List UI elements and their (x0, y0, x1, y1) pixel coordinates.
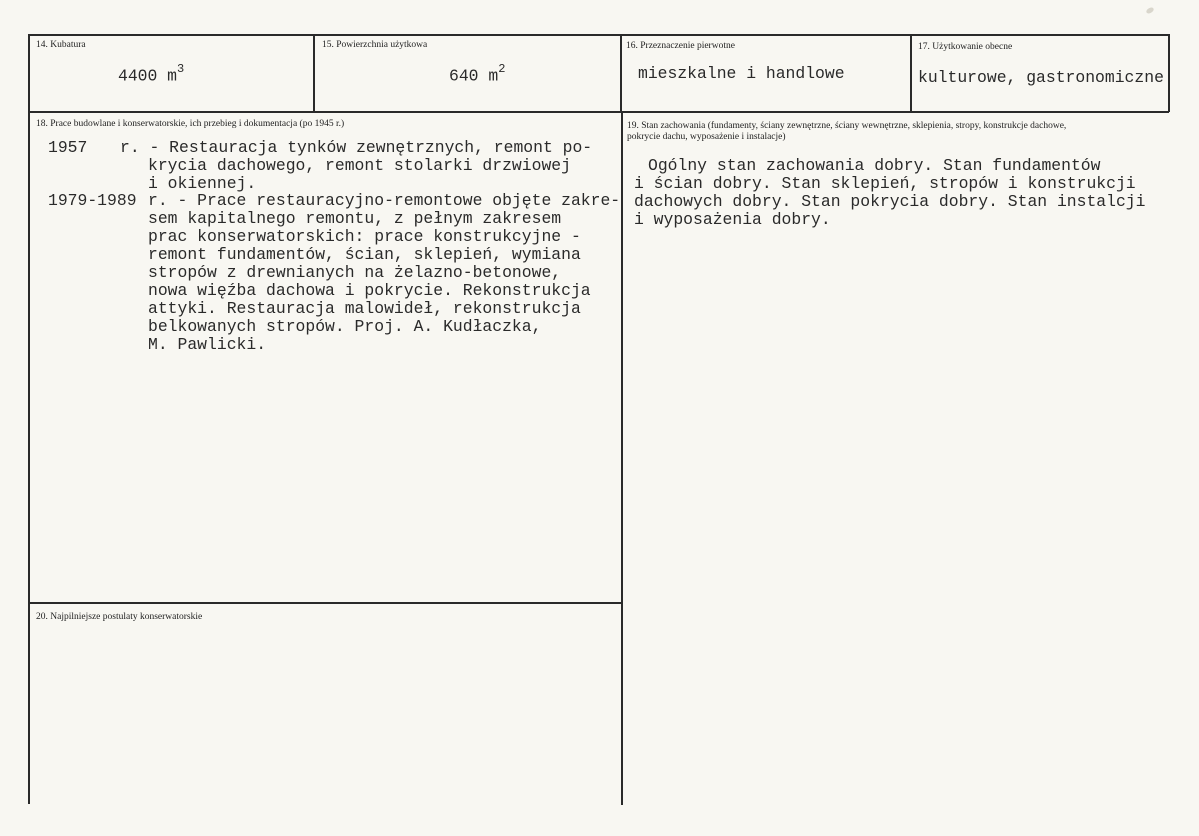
field-19-label-line-1: 19. Stan zachowania (fundamenty, ściany zewnętrzne, ściany wewnętrzne, sklepienia, stropy, konstrukcje dachowe, (627, 121, 1067, 131)
field-14-value (118, 63, 184, 84)
entry-year: 1957 (48, 138, 88, 157)
entry-line: belkowanych stropów. Proj. A. Kudłaczka, (148, 317, 542, 336)
field-15-unit-sup: 2 (498, 62, 506, 76)
entry-line: prac konserwatorskich: prace konstrukcyjne - (148, 227, 581, 246)
right-rule-top (1168, 34, 1170, 112)
field-19-line: i wyposażenia dobry. (634, 210, 831, 229)
field-17-label: 17. Użytkowanie obecne (918, 42, 1013, 52)
entry-line: r. - Prace restauracyjno-remontowe objęte zakre- (148, 191, 621, 210)
entry-line: i okiennej. (148, 174, 257, 193)
field-18-label: 18. Prace budowlane i konserwatorskie, ich przebieg i dokumentacja (po 1945 r.) (36, 119, 345, 129)
field-14-value-text: 4400 m (118, 66, 178, 86)
field-14-unit-sup: 3 (177, 62, 185, 76)
entry-line: r. - Restauracja tynków zewnętrznych, remont po- (120, 138, 593, 157)
header-divider-1 (313, 34, 315, 112)
left-rule (28, 34, 30, 804)
field-15-value-text: 640 m (449, 66, 499, 86)
field-19-line: i ścian dobry. Stan sklepień, stropów i konstrukcji (634, 174, 1136, 193)
header-divider-3 (910, 34, 912, 112)
field-14-label: 14. Kubatura (36, 40, 86, 50)
entry-line: attyki. Restauracja malowideł, rekonstrukcja (148, 299, 581, 318)
entry-line: krycia dachowego, remont stolarki drzwiowej (148, 156, 571, 175)
field-17-value: kulturowe, gastronomiczne (918, 68, 1164, 87)
entry-line: remont fundamentów, ścian, sklepień, wymiana (148, 245, 581, 264)
header-bottom-rule (28, 111, 1169, 113)
field-19-line: dachowych dobry. Stan pokrycia dobry. Stan instalcji (634, 192, 1146, 211)
field-19-label-line-2: pokrycie dachu, wyposażenie i instalacje) (627, 132, 786, 142)
middle-vertical-rule (621, 111, 623, 805)
entry-line: nowa więźba dachowa i pokrycie. Rekonstrukcja (148, 281, 591, 300)
entry-line: M. Pawlicki. (148, 335, 267, 354)
section-20-top-rule (28, 602, 622, 604)
field-15-label: 15. Powierzchnia użytkowa (322, 40, 428, 50)
entry-line: sem kapitalnego remontu, z pełnym zakresem (148, 209, 562, 228)
field-15-value (449, 63, 505, 84)
field-16-value: mieszkalne i handlowe (638, 64, 845, 83)
field-20-label: 20. Najpilniejsze postulaty konserwatorskie (36, 612, 203, 622)
header-divider-2 (620, 34, 622, 112)
entry-year: 1979-1989 (48, 191, 137, 210)
field-16-label: 16. Przeznaczenie pierwotne (626, 41, 735, 51)
top-rule (28, 34, 1169, 36)
entry-line: stropów z drewnianych na żelazno-betonowe, (148, 263, 562, 282)
paper-stain (1145, 6, 1154, 14)
field-19-line: Ogólny stan zachowania dobry. Stan fundamentów (648, 156, 1101, 175)
